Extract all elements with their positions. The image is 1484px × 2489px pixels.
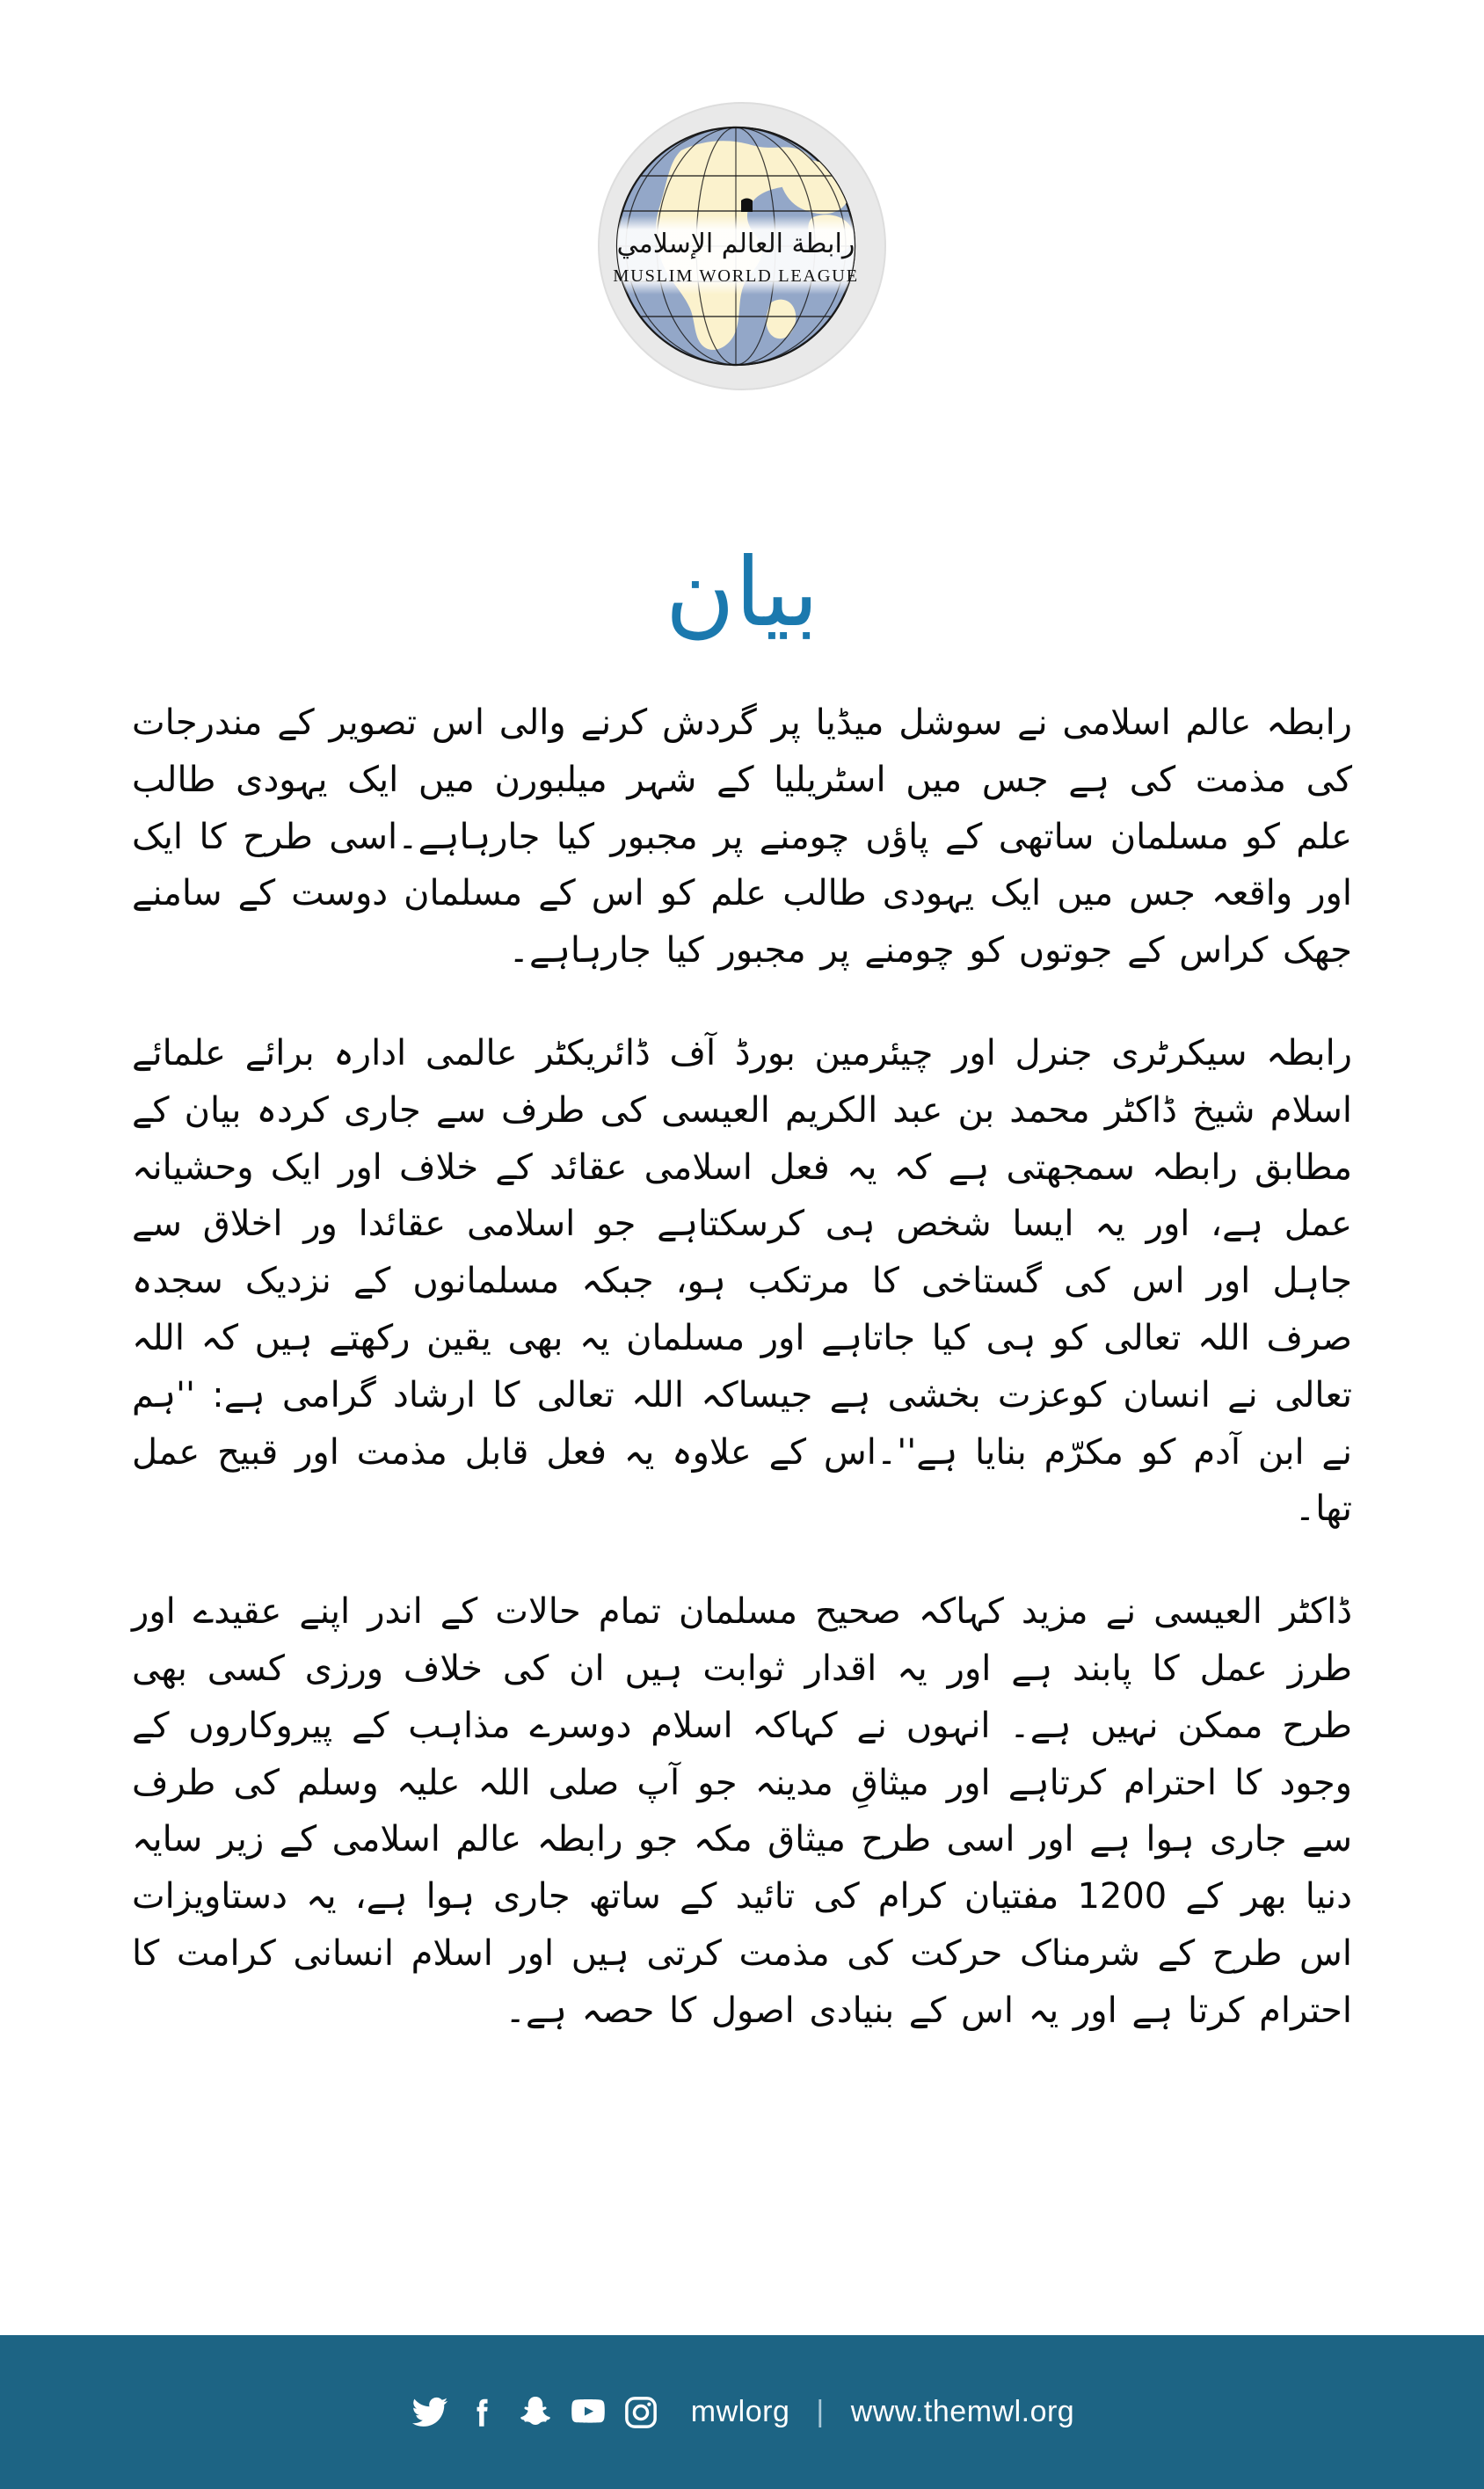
muslim-world-league-logo xyxy=(597,101,887,391)
footer-handle[interactable]: mwlorg xyxy=(690,2395,790,2428)
logo-english-text: MUSLIM WORLD LEAGUE xyxy=(613,266,859,286)
paragraph-1: رابطہ عالم اسلامی نے سوشل میڈیا پر گردش کرنے والی اس تصویر کے مندرجات کی مذمت کی ہے جس میں اسٹریلیا کے شہر میلبورن میں ایک یہودی طالب علم کو مسلمان ساتھی کے پاؤں چومنے پر مجبور کیا جارہاہے۔اسی طرح کا ایک اور واقعہ جس میں ایک یہودی طالب علم کو اس کے مسلمان دوست کے سامنے جھک کراس کے جوتوں کو چومنے پر مجبور کیا جارہاہے۔ xyxy=(132,702,1352,972)
paragraph-3: ڈاکٹر العیسی نے مزید کہاکہ صحیح مسلمان تمام حالات کے اندر اپنے عقیدے اور طرز عمل کا پابند ہے اور یہ اقدار ثوابت ہیں ان کی خلاف ورزی کسی بھی طرح ممکن نہیں ہے۔ انہوں نے کہاکہ اسلام دوسرے مذاہب کے پیروکاروں کے وجود کا احترام کرتاہے اور میثاقِ مدینہ جو آپ صلی اللہ علیہ وسلم کی طرف سے جاری ہوا ہے اور اسی طرح میثاق مکہ جو رابطہ عالم اسلامی کے زیر سایہ دنیا بھر کے 1200 مفتیان کرام کی تائید کے ساتھ جاری ہوا ہے، یہ دستاویزات اس طرح کے شرمناک حرکت کی مذمت کرتی ہیں اور اسلام انسانی کرامت کا احترام کرتا ہے اور یہ اس کے بنیادی اصول کا حصہ ہے۔ xyxy=(132,1591,1353,2031)
title-area xyxy=(0,492,1484,695)
footer-separator: | xyxy=(816,2395,825,2428)
logo-area xyxy=(0,0,1484,492)
page-title: بیان xyxy=(665,537,819,648)
logo-arabic-text: رابطة العالم الإسلامي xyxy=(616,229,855,259)
social-links xyxy=(410,2392,661,2433)
snapchat-icon[interactable] xyxy=(515,2392,556,2433)
footer-bar xyxy=(0,2335,1484,2489)
instagram-icon[interactable] xyxy=(621,2392,661,2433)
kaaba-marker xyxy=(741,199,753,213)
statement-body xyxy=(0,695,1484,2335)
youtube-icon[interactable] xyxy=(568,2392,608,2433)
facebook-icon[interactable] xyxy=(462,2392,503,2433)
footer-text-group xyxy=(691,2395,1074,2429)
paragraph-2: رابطہ سیکرٹری جنرل اور چیئرمین بورڈ آف ڈائریکٹر عالمی ادارہ برائے علمائے اسلام شیخ ڈاکٹر محمد بن عبد الکریم العیسی کی طرف سے جاری کردہ بیان کے مطابق رابطہ سمجھتی ہے کہ یہ فعل اسلامی عقائد کے خلاف اور ایک وحشیانہ عمل ہے، اور یہ ایسا شخص ہی کرسکتاہے جو اسلامی عقائدا ور اخلاق سے جاہل اور اس کی گستاخی کا مرتکب ہو، جبکہ مسلمانوں کے نزدیک سجدہ صرف اللہ تعالی کو ہی کیا جاتاہے اور مسلمان یہ بھی یقین رکھتے ہیں کہ اللہ تعالی نے انسان کوعزت بخشی ہے جیساکہ اللہ تعالی کا ارشاد گرامی ہے: ''ہم نے ابن آدم کو مکرّم بنایا ہے''۔اس کے علاوہ یہ فعل قابل مذمت اور قبیح عمل تھا۔ xyxy=(132,1032,1352,1530)
twitter-icon[interactable] xyxy=(410,2392,450,2433)
footer-website[interactable]: www.themwl.org xyxy=(850,2395,1075,2428)
